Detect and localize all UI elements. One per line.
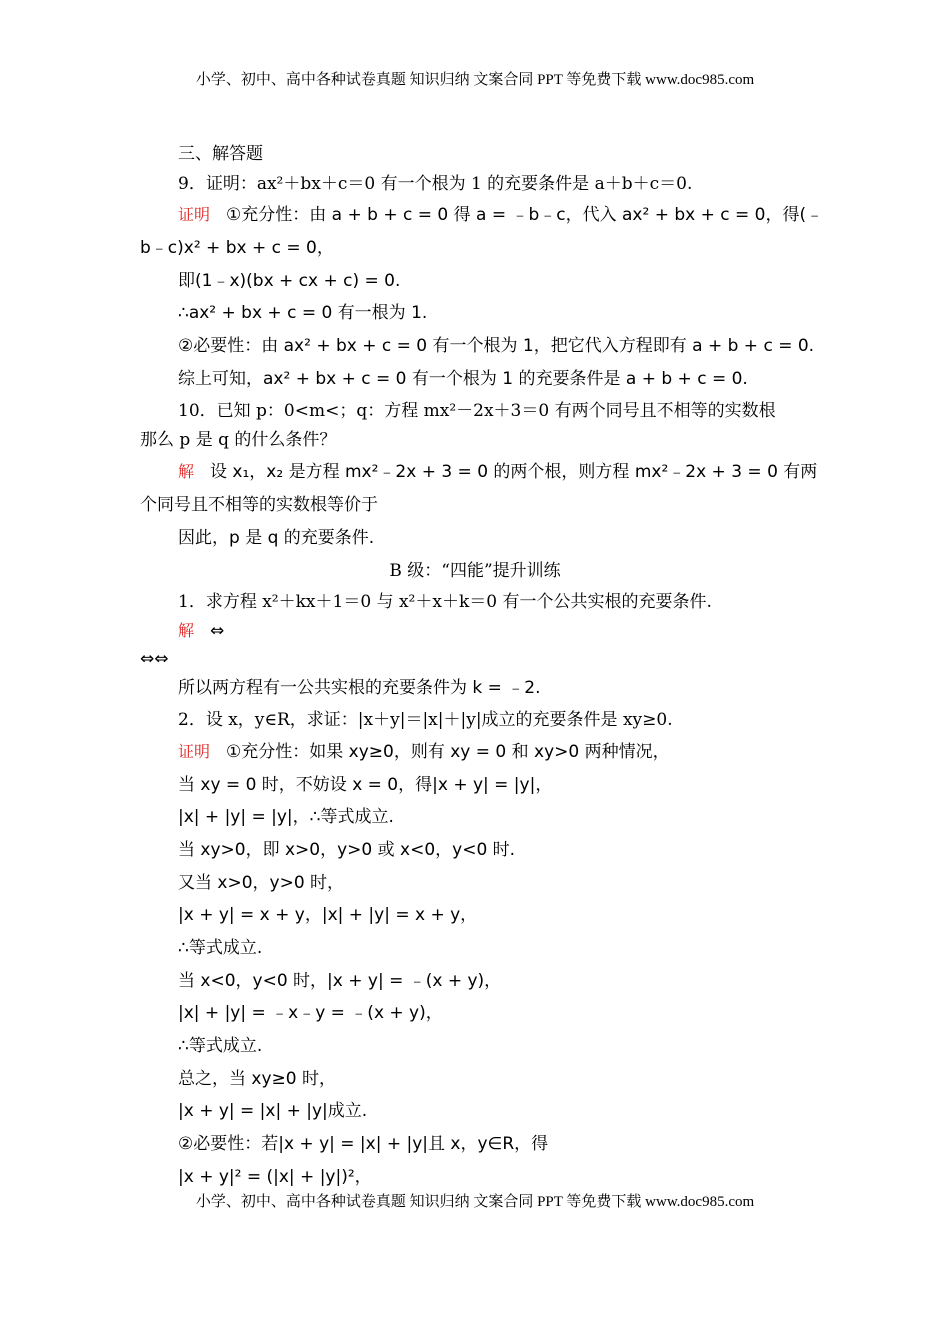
solution-line: |x + y| = |x| + |y|成立. [178,1101,368,1121]
solution-line: ②必要性：由 ax² + bx + c = 0 有一个根为 1，把它代入方程即有 a + b + c = 0. [178,336,815,356]
problem-b1-statement: 1．求方程 x²＋kx＋1＝0 与 x²＋x＋k＝0 有一个公共实根的充要条件. [178,592,712,612]
solution-line: ②必要性：若|x + y| = |x| + |y|且 x，y∈R，得 [178,1134,549,1154]
solution-line: 总之，当 xy≥0 时， [178,1069,336,1089]
solution-label: 解 [178,621,195,640]
solution-line: 所以两方程有一公共实根的充要条件为 k = ﹣2. [178,678,541,698]
solution-line: 又当 x>0，y>0 时， [178,873,345,893]
solution-line: b﹣c)x² + bx + c = 0， [140,238,334,258]
solution-line: 即(1﹣x)(bx + cx + c) = 0. [178,271,401,291]
solution-line: ∴等式成立. [178,938,263,958]
section-heading: 三、解答题 [178,144,263,164]
problem-b2-statement: 2．设 x，y∈R，求证：|x＋y|＝|x|＋|y|成立的充要条件是 xy≥0. [178,710,673,730]
solution-line: 证明 ①充分性：如果 xy≥0，则有 xy = 0 和 xy>0 两种情况， [178,742,670,762]
solution-line: 综上可知，ax² + bx + c = 0 有一个根为 1 的充要条件是 a + b + c = 0. [178,369,748,389]
page-footer: 小学、初中、高中各种试卷真题 知识归纳 文案合同 PPT 等免费下载 www.doc985.com [195,1194,755,1210]
solution-line: 解 设 x₁，x₂ 是方程 mx²﹣2x + 3 = 0 的两个根，则方程 mx²﹣2x + 3 = 0 有两 [178,462,818,482]
solution-line: 当 x<0，y<0 时，|x + y| = ﹣(x + y)， [178,971,502,991]
solution-line: 解 ⇔ [178,621,225,641]
solution-line: 证明 ①充分性：由 a + b + c = 0 得 a = ﹣b﹣c，代入 ax² + bx + c = 0，得(﹣ [178,205,824,225]
solution-line: ∴ax² + bx + c = 0 有一根为 1. [178,303,428,323]
solution-line: ⇔⇔ [140,649,169,669]
page-header: 小学、初中、高中各种试卷真题 知识归纳 文案合同 PPT 等免费下载 www.doc985.com [195,72,755,88]
solution-line: 当 xy>0，即 x>0，y>0 或 x<0，y<0 时. [178,840,516,860]
solution-line: 因此，p 是 q 的充要条件. [178,528,375,548]
problem-9-statement: 9．证明：ax²＋bx＋c＝0 有一个根为 1 的充要条件是 a＋b＋c＝0. [178,174,693,194]
solution-line: |x| + |y| = |y|，∴等式成立. [178,807,394,827]
section-heading: B 级：“四能”提升训练 [389,561,561,581]
problem-10-statement: 10．已知 p：0<m<；q：方程 mx²－2x＋3＝0 有两个同号且不相等的实数根 [178,401,776,421]
solution-line: |x + y| = x + y，|x| + |y| = x + y， [178,905,478,925]
proof-label: 证明 [178,742,211,761]
solution-line: |x + y|² = (|x| + |y|)²， [178,1167,372,1187]
solution-line: 个同号且不相等的实数根等价于 [140,495,378,515]
problem-10-statement: 那么 p 是 q 的什么条件？ [140,430,337,450]
solution-line: 当 xy = 0 时，不妨设 x = 0，得|x + y| = |y|， [178,775,553,795]
proof-label: 证明 [178,205,211,224]
solution-label: 解 [178,462,195,481]
solution-line: ∴等式成立. [178,1036,263,1056]
solution-line: |x| + |y| = ﹣x﹣y = ﹣(x + y)， [178,1003,443,1023]
